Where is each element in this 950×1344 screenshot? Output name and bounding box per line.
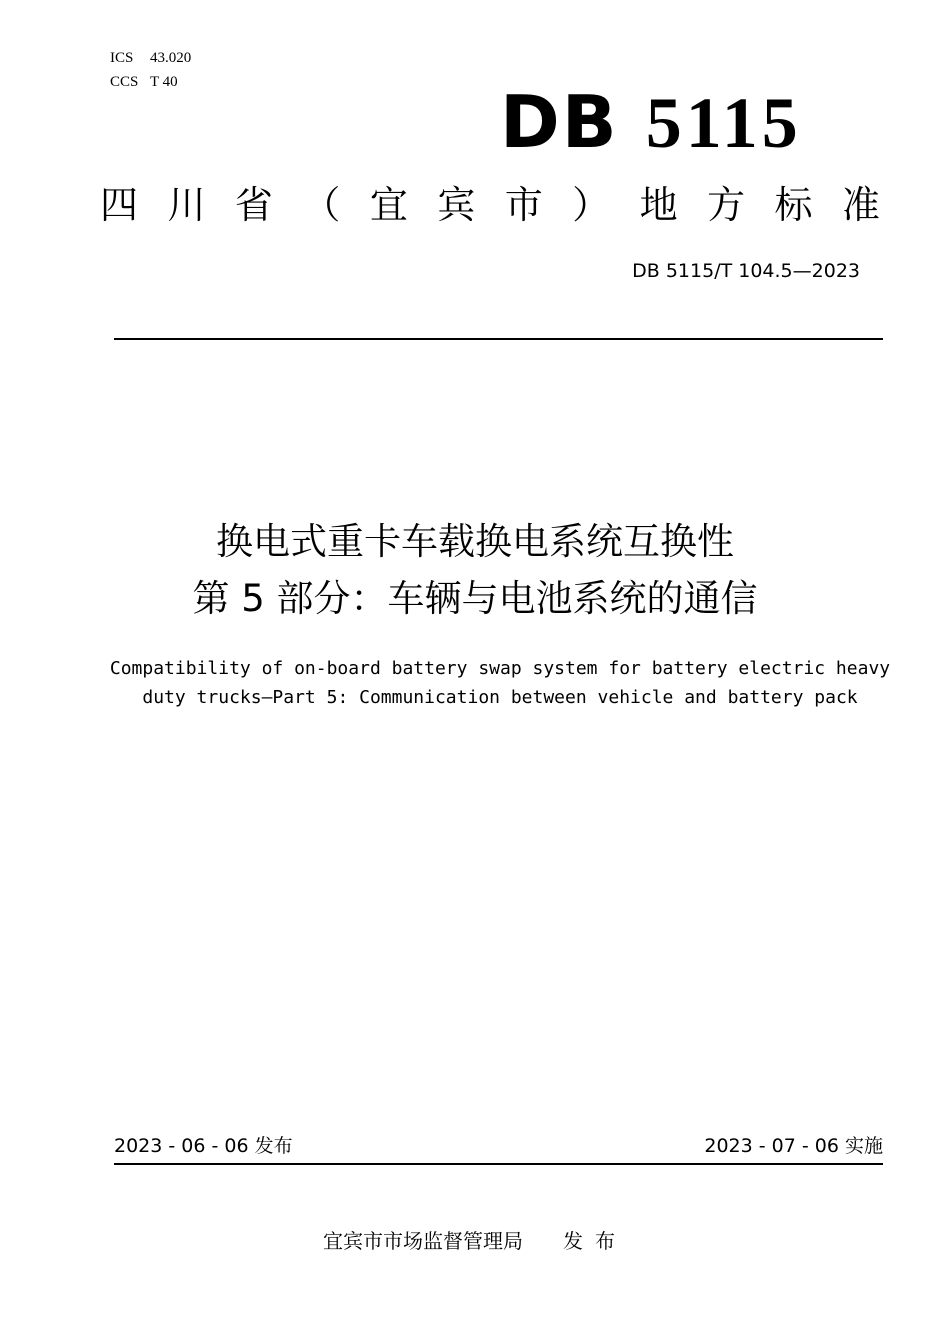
title-en-line2: duty trucks—Part 5: Communication between vehicle and battery pack <box>142 687 858 708</box>
standard-type-char: 标 <box>774 183 813 227</box>
date-row <box>114 1132 883 1160</box>
ics-value: 43.020 <box>150 50 192 66</box>
standard-number: DB 5115/T 104.5—2023 <box>632 260 860 282</box>
standard-type-char: ） <box>572 183 611 227</box>
publisher-action: 发布 <box>563 1229 627 1253</box>
standard-type-char: 川 <box>167 183 206 227</box>
ics-code <box>110 46 191 70</box>
title-en <box>100 654 900 712</box>
db-logo-number: 5115 <box>645 83 802 163</box>
ics-label: ICS <box>110 50 134 66</box>
standard-type-char: 宜 <box>369 183 408 227</box>
title-cn-line2: 第 5 部分：车辆与电池系统的通信 <box>192 577 758 620</box>
standard-type-char: 方 <box>707 183 746 227</box>
publisher-org: 宜宾市市场监督管理局 <box>323 1229 523 1253</box>
publisher-line <box>0 1226 950 1256</box>
standard-type-char: 四 <box>100 183 139 227</box>
implementation-date: 2023 - 07 - 06 实施 <box>704 1135 883 1157</box>
title-en-line1: Compatibility of on-board battery swap system for battery electric heavy <box>109 658 891 679</box>
standard-type-title <box>100 180 880 230</box>
issue-date: 2023 - 06 - 06 发布 <box>114 1135 293 1157</box>
ccs-label: CCS <box>110 74 139 90</box>
standard-type-char: 准 <box>841 183 880 227</box>
standard-type-char: 宾 <box>437 183 476 227</box>
standard-type-char: （ <box>302 183 341 227</box>
db-logo <box>500 82 802 163</box>
standard-type-char: 省 <box>234 183 273 227</box>
title-cn-line1: 换电式重卡车载换电系统互换性 <box>216 520 734 563</box>
ccs-value: T 40 <box>150 74 178 90</box>
top-divider <box>114 338 883 340</box>
ccs-code <box>110 70 191 94</box>
standard-type-char: 市 <box>504 183 543 227</box>
bottom-divider <box>114 1163 883 1165</box>
db-logo-letters: DB <box>500 80 619 164</box>
classification-codes <box>110 46 191 94</box>
standard-type-char: 地 <box>639 183 678 227</box>
